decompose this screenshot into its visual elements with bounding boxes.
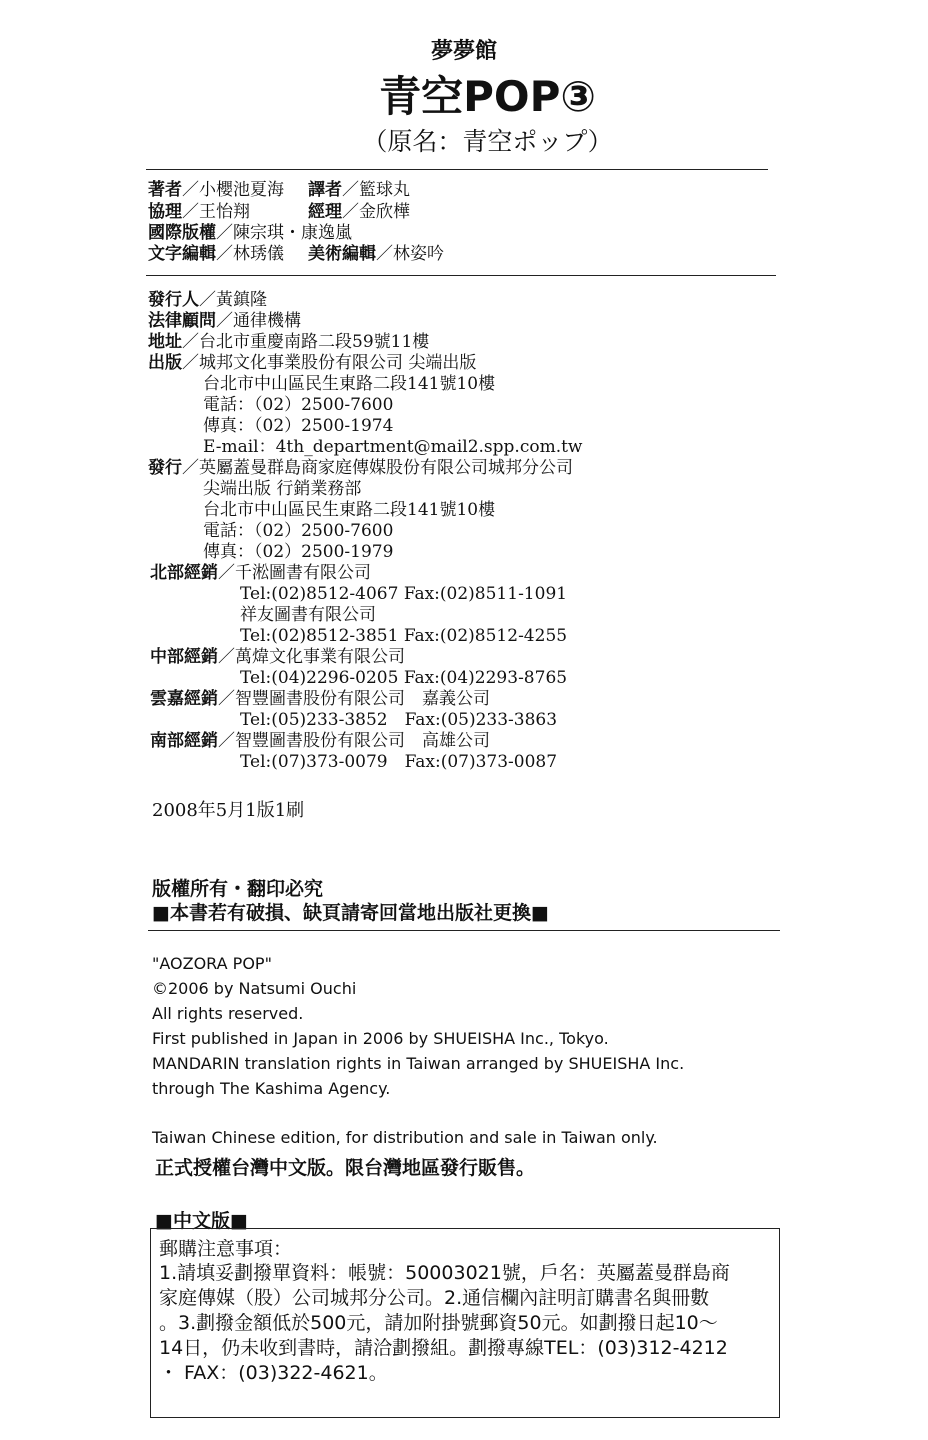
distribute-line: 電話：（02）2500-7600: [203, 521, 394, 541]
credit-label-art-editor: 美術編輯: [308, 244, 376, 264]
issuer: 發行人／黃鎮隆: [148, 290, 267, 310]
publish-label: 出版: [148, 353, 182, 373]
north-line: Tel:(02)8512-4067 Fax:(02)8511-1091: [240, 584, 568, 604]
north-dist: 北部經銷／千淞圖書有限公司: [150, 563, 371, 583]
credit-label-translator: 譯者: [308, 180, 342, 200]
credit-value-rights: 陳宗琪・康逸嵐: [233, 223, 352, 243]
distribute-label: 發行: [148, 458, 182, 478]
english-line: ©2006 by Natsumi Ouchi: [152, 979, 357, 998]
taiwan-only: Taiwan Chinese edition, for distribution and sale in Taiwan only.: [152, 1128, 658, 1147]
credits-row-2b: 經理／金欣樺: [308, 202, 410, 222]
credit-label-text-editor: 文字編輯: [148, 244, 216, 264]
chinese-edition: ■中文版■: [155, 1210, 248, 1232]
legal-value: 通律機構: [233, 311, 301, 331]
north-line: 祥友圖書有限公司: [240, 605, 376, 625]
english-line: MANDARIN translation rights in Taiwan arranged by SHUEISHA Inc.: [152, 1054, 685, 1073]
central-dist: 中部經銷／萬煒文化事業有限公司: [150, 647, 405, 667]
divider-credits: [146, 275, 776, 276]
north-line: 千淞圖書有限公司: [235, 563, 371, 583]
book-title: 青空POP③: [379, 72, 596, 121]
credit-value-author: 小櫻池夏海: [199, 180, 284, 200]
address: 地址／台北市重慶南路二段59號11樓: [148, 332, 430, 352]
mail-order-line: ・ FAX：(03)322-4621。: [159, 1362, 388, 1384]
yunjia-line: 智豐圖書股份有限公司 嘉義公司: [235, 689, 490, 709]
credit-value-translator: 籃球丸: [359, 180, 410, 200]
credit-label-rights: 國際版權: [148, 223, 216, 243]
central-line: Tel:(04)2296-0205 Fax:(04)2293-8765: [240, 668, 568, 688]
distribute-line: 尖端出版 行銷業務部: [203, 479, 362, 499]
publish: 出版／城邦文化事業股份有限公司 尖端出版: [148, 353, 477, 373]
publish-line: 傳真：（02）2500-1974: [203, 416, 394, 436]
credits-row-1: 著者／小櫻池夏海: [148, 180, 284, 200]
edition: 2008年5月1版1刷: [152, 800, 305, 821]
credits-row-4b: 美術編輯／林姿吟: [308, 244, 444, 264]
issuer-label: 發行人: [148, 290, 199, 310]
south-label: 南部經銷: [150, 731, 218, 751]
rights-reserved: 版權所有・翻印必究: [152, 878, 324, 900]
yunjia-line: Tel:(05)233-3852 Fax:(05)233-3863: [240, 710, 558, 730]
yunjia-dist: 雲嘉經銷／智豐圖書股份有限公司 嘉義公司: [150, 689, 490, 709]
credit-value-text-editor: 林琇儀: [233, 244, 284, 264]
mail-order-heading: 郵購注意事項：: [159, 1238, 293, 1260]
legal: 法律顧問／通律機構: [148, 311, 301, 331]
distribute: 發行／英屬蓋曼群島商家庭傳媒股份有限公司城邦分公司: [148, 458, 573, 478]
mail-order-line: 1.請填妥劃撥單資料：帳號：50003021號，戶名：英屬蓋曼群島商: [159, 1262, 730, 1284]
publish-line: 台北市中山區民生東路二段141號10樓: [203, 374, 496, 394]
south-line: Tel:(07)373-0079 Fax:(07)373-0087: [240, 752, 558, 772]
english-line: All rights reserved.: [152, 1004, 304, 1023]
legal-label: 法律顧問: [148, 311, 216, 331]
credits-row-2: 協理／王怡翔: [148, 202, 250, 222]
distribute-line: 英屬蓋曼群島商家庭傳媒股份有限公司城邦分公司: [199, 458, 573, 478]
publish-line: 電話：（02）2500-7600: [203, 395, 394, 415]
issuer-value: 黃鎮隆: [216, 290, 267, 310]
north-line: Tel:(02)8512-3851 Fax:(02)8512-4255: [240, 626, 568, 646]
publish-email: E-mail：4th_department@mail2.spp.com.tw: [203, 437, 583, 457]
english-line: through The Kashima Agency.: [152, 1079, 391, 1098]
address-value: 台北市重慶南路二段59號11樓: [199, 332, 430, 352]
distribute-line: 傳真：（02）2500-1979: [203, 542, 394, 562]
south-line: 智豐圖書股份有限公司 高雄公司: [235, 731, 490, 751]
credit-value-assoc: 王怡翔: [199, 202, 250, 222]
central-label: 中部經銷: [150, 647, 218, 667]
english-line: First published in Japan in 2006 by SHUEISHA Inc., Tokyo.: [152, 1029, 609, 1048]
mail-order-line: 14日，仍未收到書時，請洽劃撥組。劃撥專線TEL：(03)312-4212: [159, 1337, 728, 1359]
credit-value-art-editor: 林姿吟: [393, 244, 444, 264]
publisher-brand: 夢夢館: [430, 39, 497, 64]
central-line: 萬煒文化事業有限公司: [235, 647, 405, 667]
divider-rights: [148, 930, 780, 931]
mail-order-notice: [150, 1228, 780, 1418]
original-title: （原名：青空ポップ）: [362, 127, 613, 156]
credits-row-3: 國際版權／陳宗琪・康逸嵐: [148, 223, 352, 243]
credit-label-author: 著者: [148, 180, 182, 200]
damage-notice: ■本書若有破損、缺頁請寄回當地出版社更換■: [152, 902, 549, 924]
credits-row-4: 文字編輯／林琇儀: [148, 244, 284, 264]
credit-value-manager: 金欣樺: [359, 202, 410, 222]
credits-row-1b: 譯者／籃球丸: [308, 180, 410, 200]
divider-top: [146, 169, 768, 170]
mail-order-line: 家庭傳媒（股）公司城邦分公司。2.通信欄內註明訂購書名與冊數: [159, 1287, 710, 1309]
credit-label-assoc: 協理: [148, 202, 182, 222]
north-label: 北部經銷: [150, 563, 218, 583]
south-dist: 南部經銷／智豐圖書股份有限公司 高雄公司: [150, 731, 490, 751]
yunjia-label: 雲嘉經銷: [150, 689, 218, 709]
address-label: 地址: [148, 332, 182, 352]
authorized-edition: 正式授權台灣中文版。限台灣地區發行販售。: [155, 1157, 536, 1179]
credit-label-manager: 經理: [308, 202, 342, 222]
english-line: "AOZORA POP": [152, 954, 272, 973]
mail-order-line: 。3.劃撥金額低於500元，請加附掛號郵資50元。如劃撥日起10～: [159, 1312, 718, 1334]
publish-line: 城邦文化事業股份有限公司 尖端出版: [199, 353, 477, 373]
distribute-line: 台北市中山區民生東路二段141號10樓: [203, 500, 496, 520]
